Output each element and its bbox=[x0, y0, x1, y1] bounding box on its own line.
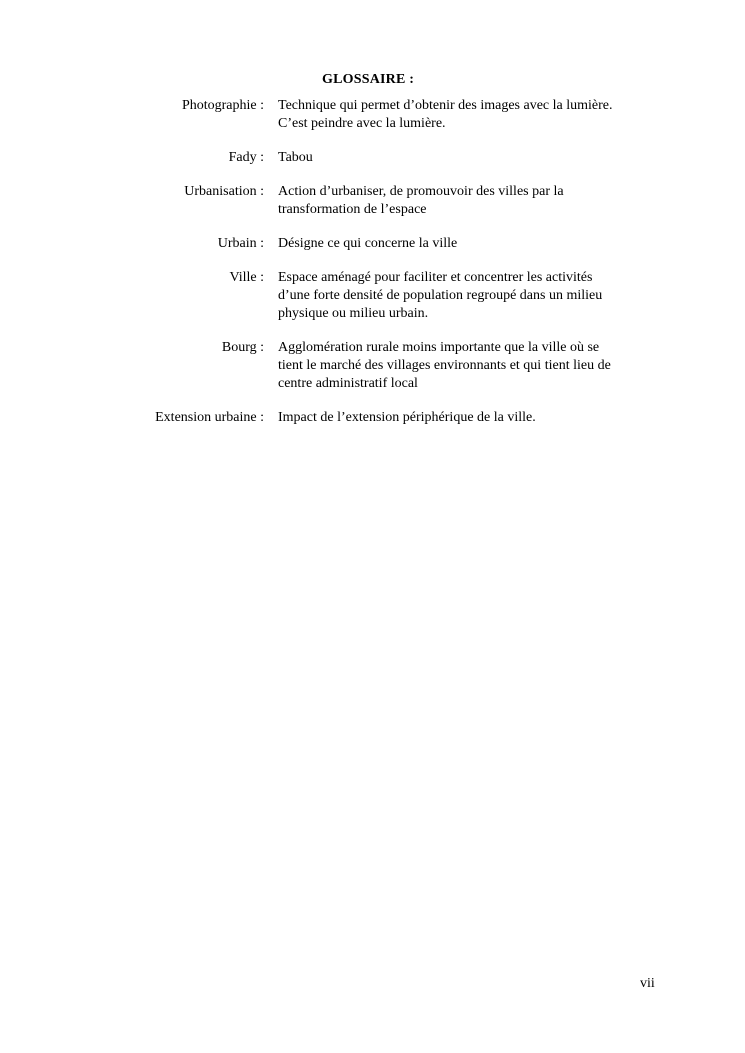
glossary-definition bbox=[278, 269, 646, 323]
glossary-entry-urbain bbox=[0, 235, 745, 253]
glossary-entry-bourg bbox=[0, 339, 745, 393]
page-number: vii bbox=[640, 976, 655, 991]
glossary-entry-fady bbox=[0, 149, 745, 167]
glossary-definition bbox=[278, 235, 646, 253]
definition-line: Impact de l’extension périphérique de la ville. bbox=[278, 410, 536, 425]
glossary-entry-photographie bbox=[0, 97, 745, 133]
glossary-term: Extension urbaine : bbox=[155, 410, 264, 425]
glossary-definition bbox=[278, 183, 646, 219]
glossary-list bbox=[0, 97, 745, 443]
glossary-definition bbox=[278, 339, 646, 393]
definition-line: physique ou milieu urbain. bbox=[278, 306, 429, 321]
definition-line: Action d’urbaniser, de promouvoir des villes par la bbox=[278, 184, 564, 199]
glossary-entry-urbanisation bbox=[0, 183, 745, 219]
glossary-term: Bourg : bbox=[221, 340, 264, 355]
definition-line: Désigne ce qui concerne la ville bbox=[278, 236, 458, 251]
glossary-definition bbox=[278, 149, 646, 167]
definition-line: tient le marché des villages environnants et qui tient lieu de bbox=[278, 358, 611, 373]
glossary-definition bbox=[278, 97, 646, 133]
glossary-definition bbox=[278, 409, 646, 427]
definition-line: transformation de l’espace bbox=[278, 202, 427, 217]
glossary-term: Ville : bbox=[229, 270, 264, 285]
definition-line: Tabou bbox=[278, 150, 313, 165]
glossary-term: Fady : bbox=[228, 150, 264, 165]
definition-line: C’est peindre avec la lumière. bbox=[278, 116, 446, 131]
glossary-entry-extension-urbaine bbox=[0, 409, 745, 427]
definition-line: Technique qui permet d’obtenir des images avec la lumière. bbox=[278, 98, 613, 113]
definition-line: Espace aménagé pour faciliter et concentrer les activités bbox=[278, 270, 593, 285]
glossary-entry-ville bbox=[0, 269, 745, 323]
definition-line: Agglomération rurale moins importante que la ville où se bbox=[278, 340, 600, 355]
glossary-term: Urbanisation : bbox=[184, 184, 264, 199]
page-title: GLOSSAIRE : bbox=[322, 72, 415, 87]
glossary-term: Photographie : bbox=[181, 98, 264, 113]
glossary-term: Urbain : bbox=[217, 236, 264, 251]
definition-line: centre administratif local bbox=[278, 376, 418, 391]
definition-line: d’une forte densité de population regroupé dans un milieu bbox=[278, 288, 603, 303]
